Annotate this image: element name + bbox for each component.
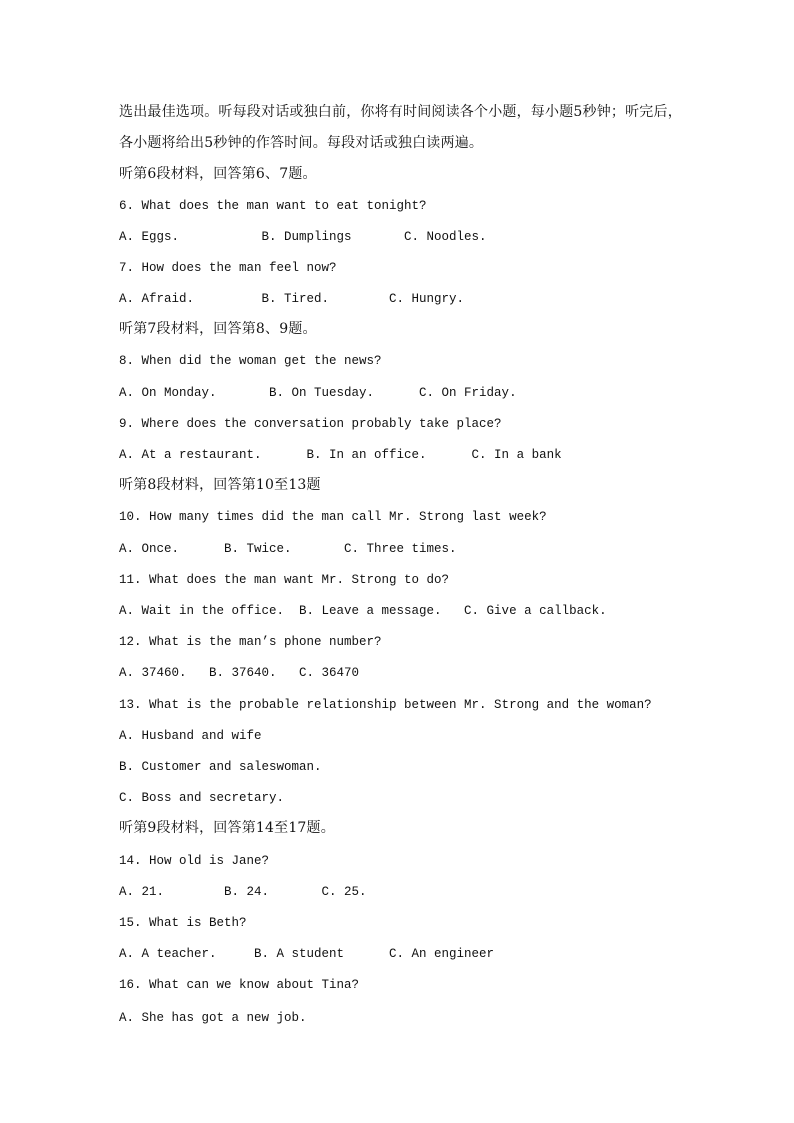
question-7: 7. How does the man feel now? [119, 261, 337, 275]
question-8: 8. When did the woman get the news? [119, 354, 382, 368]
section-heading-6: 听第6段材料，回答第6、7题。 [119, 166, 317, 182]
options-14: A. 21. B. 24. C. 25. [119, 885, 367, 899]
question-12: 12. What is the man’s phone number? [119, 635, 382, 649]
options-15: A. A teacher. B. A student C. An engineer [119, 947, 495, 961]
options-12: A. 37460. B. 37640. C. 36470 [119, 666, 360, 680]
options-6: A. Eggs. B. Dumplings C. Noodles. [119, 230, 487, 244]
question-13: 13. What is the probable relationship between Mr. Strong and the woman? [119, 698, 652, 712]
question-16: 16. What can we know about Tina? [119, 978, 360, 992]
section-heading-8: 听第8段材料，回答第10至13题 [119, 477, 321, 493]
options-9: A. At a restaurant. B. In an office. C. In a bank [119, 448, 562, 462]
options-10: A. Once. B. Twice. C. Three times. [119, 542, 457, 556]
question-14: 14. How old is Jane? [119, 854, 270, 868]
section-heading-9: 听第9段材料，回答第14至17题。 [119, 820, 335, 836]
instruction-line-1: 选出最佳选项。听每段对话或独白前，你将有时间阅读各个小题，每小题5秒钟；听完后， [119, 104, 682, 120]
question-15: 15. What is Beth? [119, 916, 247, 930]
option-13-c: C. Boss and secretary. [119, 791, 285, 805]
question-6: 6. What does the man want to eat tonight? [119, 199, 427, 213]
question-11: 11. What does the man want Mr. Strong to do? [119, 573, 450, 587]
options-11: A. Wait in the office. B. Leave a message. C. Give a callback. [119, 604, 607, 618]
option-13-b: B. Customer and saleswoman. [119, 760, 322, 774]
options-8: A. On Monday. B. On Tuesday. C. On Friday. [119, 386, 517, 400]
instruction-line-2: 各小题将给出5秒钟的作答时间。每段对话或独白读两遍。 [119, 135, 484, 151]
option-13-a: A. Husband and wife [119, 729, 262, 743]
question-10: 10. How many times did the man call Mr. Strong last week? [119, 510, 547, 524]
option-16-a: A. She has got a new job. [119, 1011, 307, 1025]
section-heading-7: 听第7段材料，回答第8、9题。 [119, 321, 317, 337]
options-7: A. Afraid. B. Tired. C. Hungry. [119, 292, 465, 306]
question-9: 9. Where does the conversation probably take place? [119, 417, 502, 431]
